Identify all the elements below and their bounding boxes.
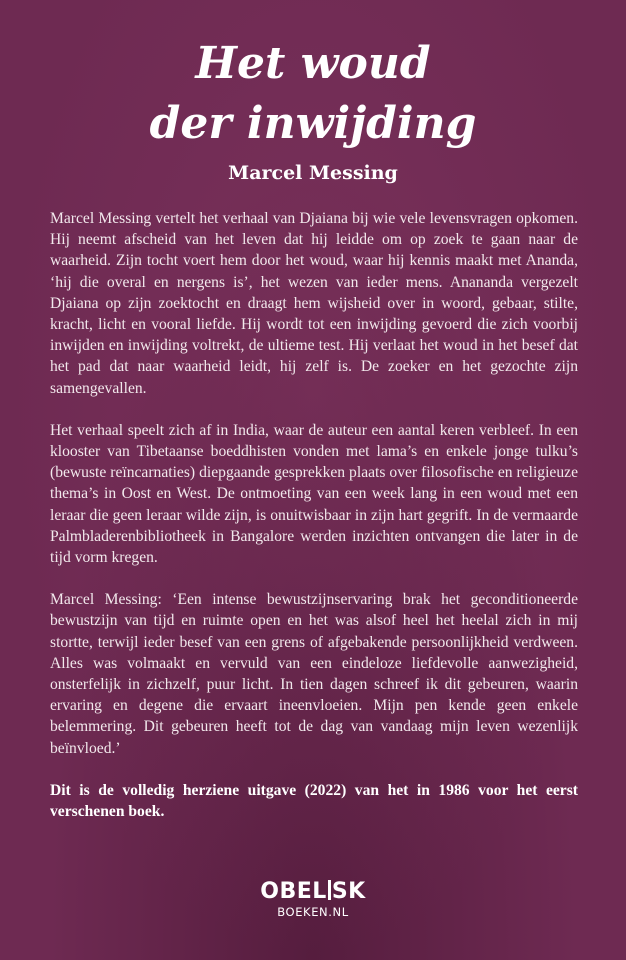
brand-text-part1: OBEL — [260, 879, 327, 904]
publisher-site: BOEKEN.NL — [277, 905, 349, 919]
edition-note: Dit is de volledig herziene uitgave (2022) van het in 1986 voor het eerst verschenen boek. — [50, 781, 578, 821]
book-title-line1: Het woud — [195, 38, 431, 89]
blurb-text — [50, 208, 578, 843]
brand-text-part2: SK — [331, 879, 366, 904]
blurb-paragraph-2: Het verhaal speelt zich af in India, waar de auteur een aantal keren verbleef. In een klooster van Tibetaanse boeddhisten vonden met lama’s en enkele jonge tulku’s (bewuste reïncarnaties) diepgaande gesprekken plaats over filosofische en religieuze thema’s in Oost en West. De ontmoeting van een week lang in een woud met een leraar die geen leraar wilde zijn, is onuitwisbaar in zijn hart gegrift. In de vermaarde Palmbladerenbibliotheek in Bangalore werden inzichten ontvangen die later in de tijd vorm kregen. — [50, 421, 578, 567]
obelisk-bar-icon — [328, 880, 331, 900]
book-title-line2: der inwijding — [149, 98, 477, 149]
blurb-paragraph-3: Marcel Messing: ‘Een intense bewustzijnservaring brak het geconditioneerde bewustzijn van tijd en ruimte open en het was alsof heel het heelal zich in mij stortte, terwijl ieder besef van een grens of afgebakende persoonlijkheid verdween. Alles was volmaakt en vervuld van een eindeloze liefdevolle aanwezigheid, onsterfelijk in zichzelf, puur licht. In tien dagen schreef ik dit gebeuren, waarin ervaring en degene die ervaart ineenvloeien. Mijn pen kende geen enkele belemmering. Dit gebeuren heeft tot de dag van vandaag mijn leven wezenlijk beïnvloed.’ — [50, 591, 578, 757]
blurb-paragraph-1: Marcel Messing vertelt het verhaal van Djaiana bij wie vele levensvragen opkomen. Hij neemt afscheid van het leven dat hij leidde om op zoek te gaan naar de waarheid. Zijn tocht voert hem door het woud, waar hij kennis maakt met Ananda, ‘hij die overal en nergens is’, het wezen van ieder mens. Anananda vergezelt Djaiana op zijn zoektocht en draagt hem wijsheid over in woord, gebaar, stilte, kracht, licht en vooral liefde. Hij wordt tot een inwijding gevoerd die zich voorbij inwijden en inwijding voltrekt, de ultieme test. Hij verlaat het woud in het besef dat het pad dat naar waarheid leidt, hij zelf is. De zoeker en het gezochte zijn samengevallen. — [50, 210, 578, 397]
publisher-logo — [0, 880, 626, 920]
publisher-brand — [0, 880, 626, 904]
author-name: Marcel Messing — [228, 162, 398, 184]
